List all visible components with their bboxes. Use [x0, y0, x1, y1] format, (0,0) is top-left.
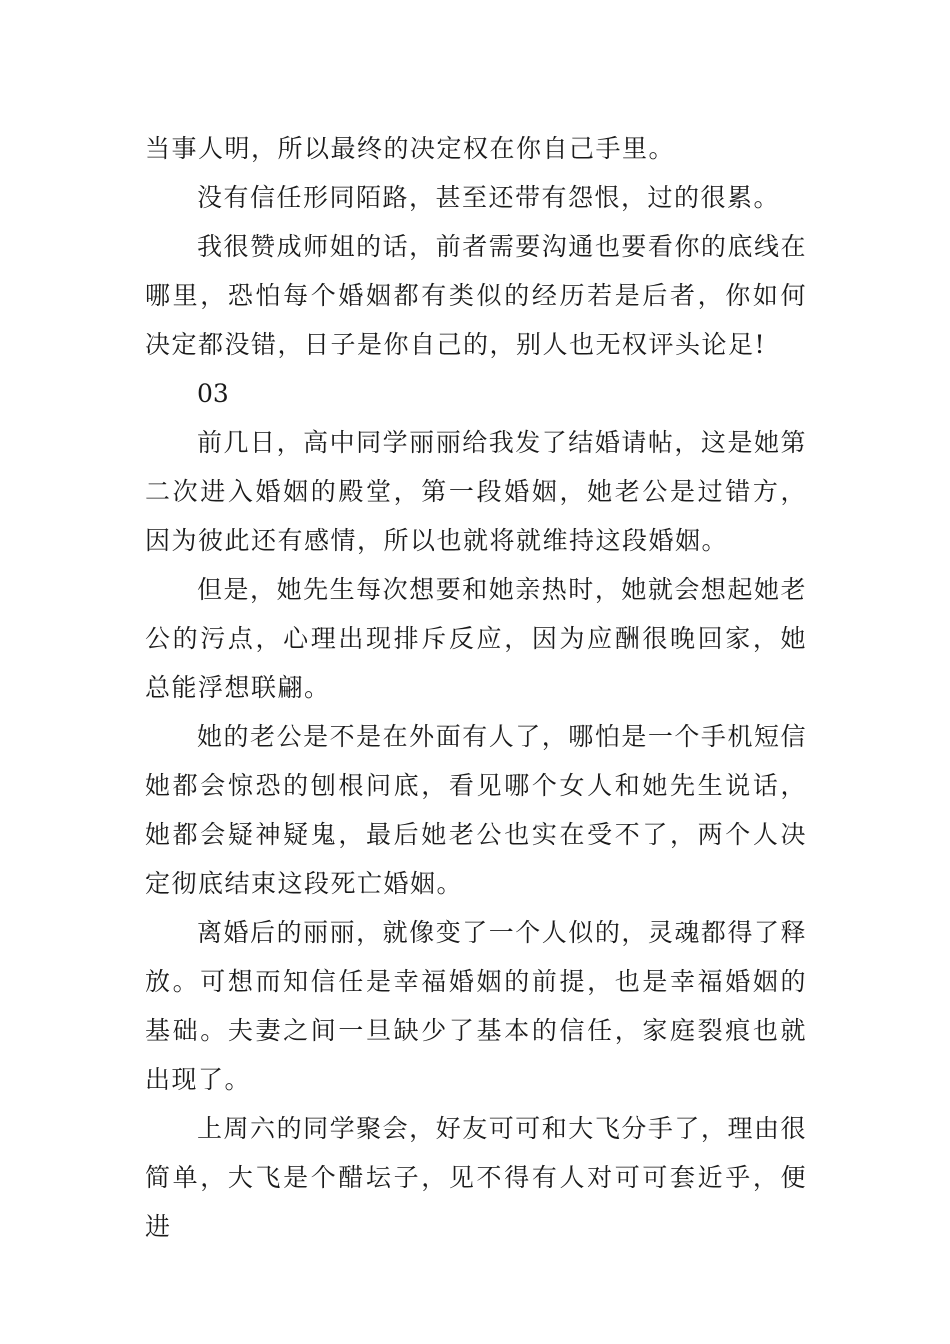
document-body [145, 124, 807, 1251]
paragraph-continuation: 当事人明，所以最终的决定权在你自己手里。 [145, 134, 676, 163]
paragraph-trust: 没有信任形同陌路，甚至还带有怨恨，过的很累。 [197, 183, 781, 212]
paragraph-lili-invitation: 前几日，高中同学丽丽给我发了结婚请帖，这是她第二次进入婚姻的殿堂，第一段婚姻，她老公是过错方，因为彼此还有感情，所以也就将就维持这段婚姻。 [145, 428, 807, 555]
paragraph-lili-reaction: 但是，她先生每次想要和她亲热时，她就会想起她老公的污点，心理出现排斥反应，因为应酬很晚回家，她总能浮想联翩。 [145, 575, 807, 702]
section-number: 03 [197, 379, 229, 408]
paragraph-class-reunion: 上周六的同学聚会，好友可可和大飞分手了，理由很简单，大飞是个醋坛子，见不得有人对可可套近乎，便进 [145, 1114, 807, 1241]
paragraph-lili-divorce: 离婚后的丽丽，就像变了一个人似的，灵魂都得了释放。可想而知信任是幸福婚姻的前提，也是幸福婚姻的基础。夫妻之间一旦缺少了基本的信任，家庭裂痕也就出现了。 [145, 918, 807, 1094]
paragraph-senior-advice: 我很赞成师姐的话，前者需要沟通也要看你的底线在哪里，恐怕每个婚姻都有类似的经历若是后者，你如何决定都没错，日子是你自己的，别人也无权评头论足! [145, 232, 807, 359]
paragraph-lili-suspicion: 她的老公是不是在外面有人了，哪怕是一个手机短信她都会惊恐的刨根问底，看见哪个女人和她先生说话，她都会疑神疑鬼，最后她老公也实在受不了，两个人决定彻底结束这段死亡婚姻。 [145, 722, 807, 898]
